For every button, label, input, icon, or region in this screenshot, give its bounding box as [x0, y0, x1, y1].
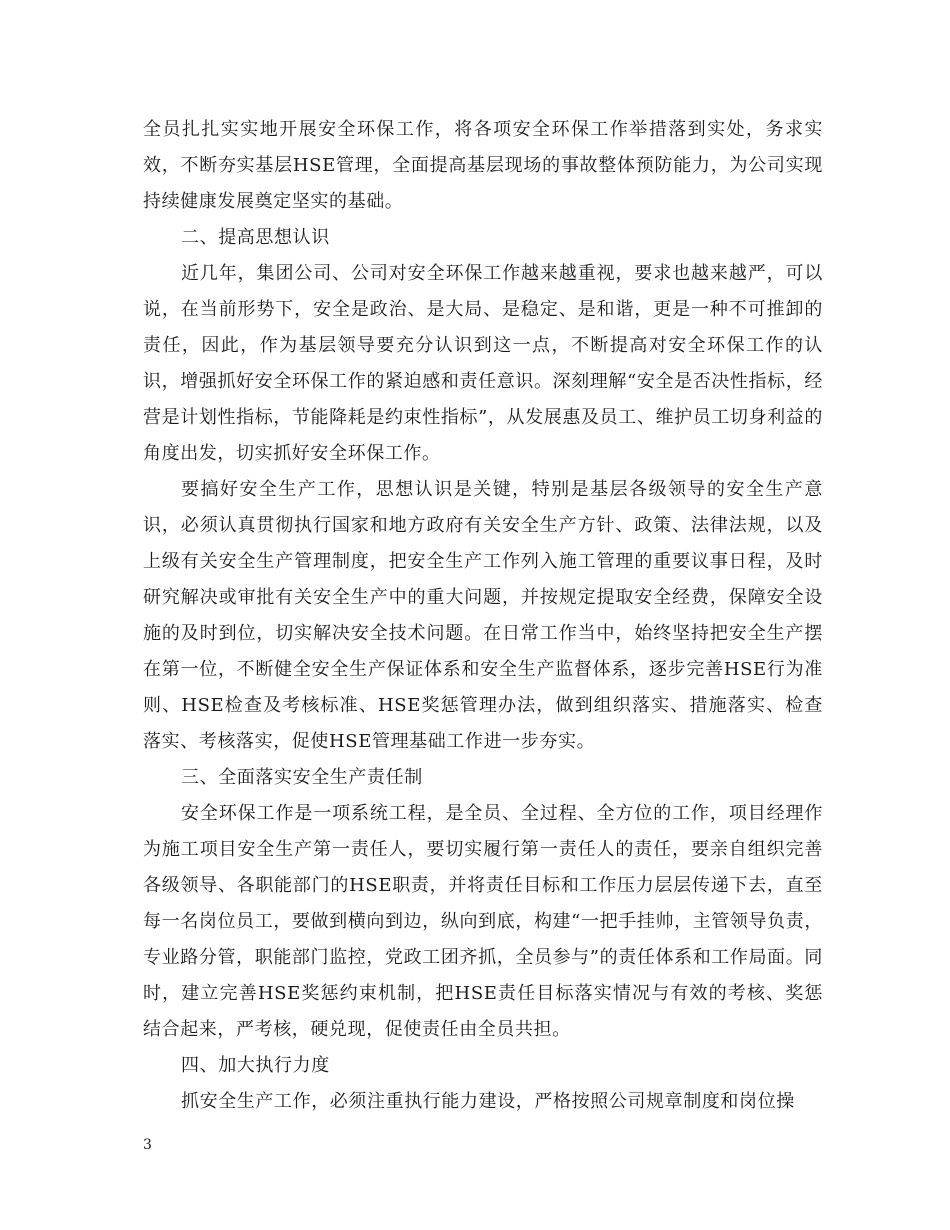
- document-body: [143, 112, 823, 1120]
- section-heading-3: 三、全面落实安全生产责任制: [181, 767, 423, 788]
- section-heading-4: 四、加大执行力度: [181, 1055, 330, 1076]
- paragraph-awareness-1: 近几年，集团公司、公司对安全环保工作越来越重视，要求也越来越严，可以说，在当前形势下，安全是政治、是大局、是稳定、是和谐，更是一种不可推卸的责任，因此，作为基层领导要充分认识到这一点，不断提高对安全环保工作的认识，增强抓好安全环保工作的紧迫感和责任意识。深刻理解“安全是否决性指标，经营是计划性指标，节能降耗是约束性指标”，从发展惠及员工、维护员工切身利益的角度出发，切实抓好安全环保工作。: [143, 263, 823, 464]
- paragraph-responsibility: 安全环保工作是一项系统工程，是全员、全过程、全方位的工作，项目经理作为施工项目安全生产第一责任人，要切实履行第一责任人的责任，要亲自组织完善各级领导、各职能部门的HSE职责，并将责任目标和工作压力层层传递下去，直至每一名岗位员工，要做到横向到边，纵向到底，构建“一把手挂帅，主管领导负责，专业路分管，职能部门监控，党政工团齐抓，全员参与”的责任体系和工作局面。同时，建立完善HSE奖惩约束机制，把HSE责任目标落实情况与有效的考核、奖惩结合起来，严考核，硬兑现，促使责任由全员共担。: [143, 803, 823, 1040]
- section-heading-2: 二、提高思想认识: [181, 227, 330, 248]
- paragraph-execution: 抓安全生产工作，必须注重执行能力建设，严格按照公司规章制度和岗位操: [181, 1091, 795, 1112]
- paragraph-awareness-2: 要搞好安全生产工作，思想认识是关键，特别是基层各级领导的安全生产意识，必须认真贯彻执行国家和地方政府有关安全生产方针、政策、法律法规，以及上级有关安全生产管理制度，把安全生产工作列入施工管理的重要议事日程，及时研究解决或审批有关安全生产中的重大问题，并按规定提取安全经费，保障安全设施的及时到位，切实解决安全技术问题。在日常工作当中，始终坚持把安全生产摆在第一位，不断健全安全生产保证体系和安全生产监督体系，逐步完善HSE行为准则、HSE检查及考核标准、HSE奖惩管理办法，做到组织落实、措施落实、检查落实、考核落实，促使HSE管理基础工作进一步夯实。: [143, 479, 823, 752]
- page-number: 3: [143, 1137, 152, 1153]
- paragraph-continuation: 全员扎扎实实地开展安全环保工作，将各项安全环保工作举措落到实处，务求实效，不断夯实基层HSE管理，全面提高基层现场的事故整体预防能力，为公司实现持续健康发展奠定坚实的基础。: [143, 119, 823, 212]
